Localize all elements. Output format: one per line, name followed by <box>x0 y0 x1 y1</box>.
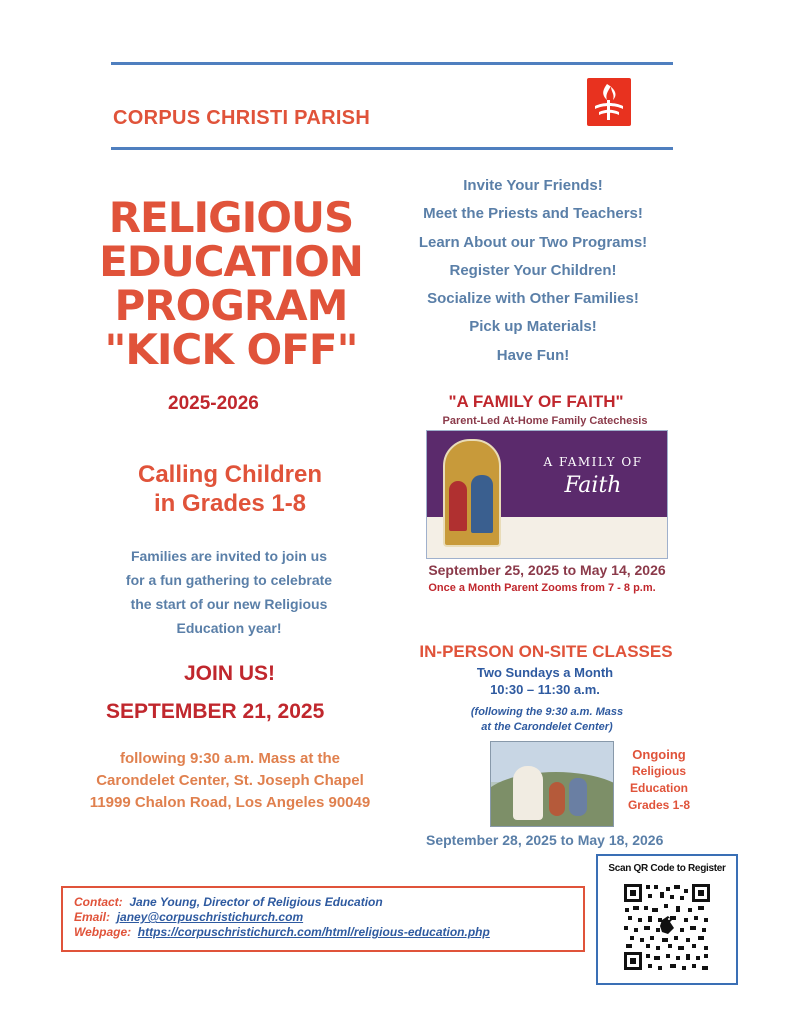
ongoing-line: Ongoing <box>632 747 686 762</box>
ongoing-line: Religious <box>631 764 686 778</box>
list-item: Socialize with Other Families! <box>427 290 639 308</box>
note-line: at the Carondelet Center) <box>481 721 613 733</box>
top-divider <box>111 62 673 65</box>
email-link[interactable]: janey@corpuschristichurch.com <box>116 910 304 924</box>
list-item: Pick up Materials! <box>469 318 597 336</box>
list-item: Learn About our Two Programs! <box>418 233 648 251</box>
calling-line: Calling Children <box>137 461 322 488</box>
email-line <box>74 910 303 924</box>
contact-box <box>61 886 585 952</box>
event-title <box>96 193 366 374</box>
bottom-divider <box>111 147 673 150</box>
calling-children-heading <box>110 460 350 518</box>
jesus-with-children-image <box>490 741 614 827</box>
figure-jesus <box>513 766 543 820</box>
address-line: 11999 Chalon Road, Los Angeles 90049 <box>89 794 371 811</box>
webpage-line <box>74 925 490 939</box>
parish-flame-logo-icon <box>587 78 631 126</box>
family-of-faith-dates: September 25, 2025 to May 14, 2026 <box>428 562 666 578</box>
webpage-link[interactable]: https://corpuschristichurch.com/html/religious-education.php <box>137 925 490 939</box>
families-invitation <box>104 544 354 640</box>
family-of-faith-image <box>426 430 668 559</box>
schedule-line: 10:30 – 11:30 a.m. <box>490 682 600 697</box>
title-line: RELIGIOUS <box>108 193 354 242</box>
in-person-schedule <box>440 664 650 698</box>
family-of-faith-subtitle: Parent-Led At-Home Family Catechesis <box>442 415 648 427</box>
figure-joseph <box>471 475 493 533</box>
ongoing-label <box>616 746 702 814</box>
join-us-heading: JOIN US! <box>184 662 276 685</box>
family-of-faith-title: "A FAMILY OF FAITH" <box>448 392 624 411</box>
title-line: PROGRAM <box>114 281 348 330</box>
figure-child <box>549 782 565 816</box>
qr-caption: Scan QR Code to Register <box>608 863 726 874</box>
figure-mary <box>449 481 467 531</box>
qr-code-icon[interactable] <box>622 882 712 972</box>
list-item: Invite Your Friends! <box>463 177 603 194</box>
families-line: Families are invited to join us <box>130 548 328 564</box>
contact-label: Contact: <box>74 895 123 909</box>
note-line: (following the 9:30 a.m. Mass <box>470 706 624 718</box>
email-label: Email: <box>74 910 111 924</box>
figure-child <box>569 778 587 816</box>
calling-line: in Grades 1-8 <box>153 490 307 517</box>
event-date: SEPTEMBER 21, 2025 <box>106 700 325 723</box>
image-caption-line2: Faith <box>564 473 622 498</box>
list-item: Register Your Children! <box>449 261 617 279</box>
image-caption-line1: A FAMILY OF <box>543 455 643 469</box>
contact-line <box>74 895 383 909</box>
title-line: "KICK OFF" <box>104 325 358 374</box>
address-line: following 9:30 a.m. Mass at the <box>119 750 341 767</box>
address-line: Carondelet Center, St. Joseph Chapel <box>96 772 364 789</box>
families-line: Education year! <box>176 620 282 636</box>
family-of-faith-zoom: Once a Month Parent Zooms from 7 - 8 p.m. <box>428 582 656 594</box>
title-line: EDUCATION <box>99 237 363 286</box>
invite-list <box>396 172 670 370</box>
in-person-title: IN-PERSON ON-SITE CLASSES <box>419 642 673 661</box>
contact-name: Jane Young, Director of Religious Education <box>129 895 383 909</box>
program-year: 2025-2026 <box>168 393 259 414</box>
list-item: Have Fun! <box>496 346 570 364</box>
event-location <box>82 748 378 814</box>
ongoing-line: Education <box>629 781 688 795</box>
list-item: Meet the Priests and Teachers! <box>423 205 643 223</box>
families-line: for a fun gathering to celebrate <box>125 572 333 588</box>
qr-register-box <box>596 854 738 985</box>
in-person-dates: September 28, 2025 to May 18, 2026 <box>426 832 664 848</box>
webpage-label: Webpage: <box>74 925 132 939</box>
ongoing-line: Grades 1-8 <box>627 798 691 812</box>
families-line: the start of our new Religious <box>130 596 328 612</box>
parish-name: CORPUS CHRISTI PARISH <box>113 107 371 129</box>
schedule-line: Two Sundays a Month <box>476 665 614 680</box>
holy-family-icon <box>443 439 501 547</box>
in-person-note <box>440 705 654 735</box>
